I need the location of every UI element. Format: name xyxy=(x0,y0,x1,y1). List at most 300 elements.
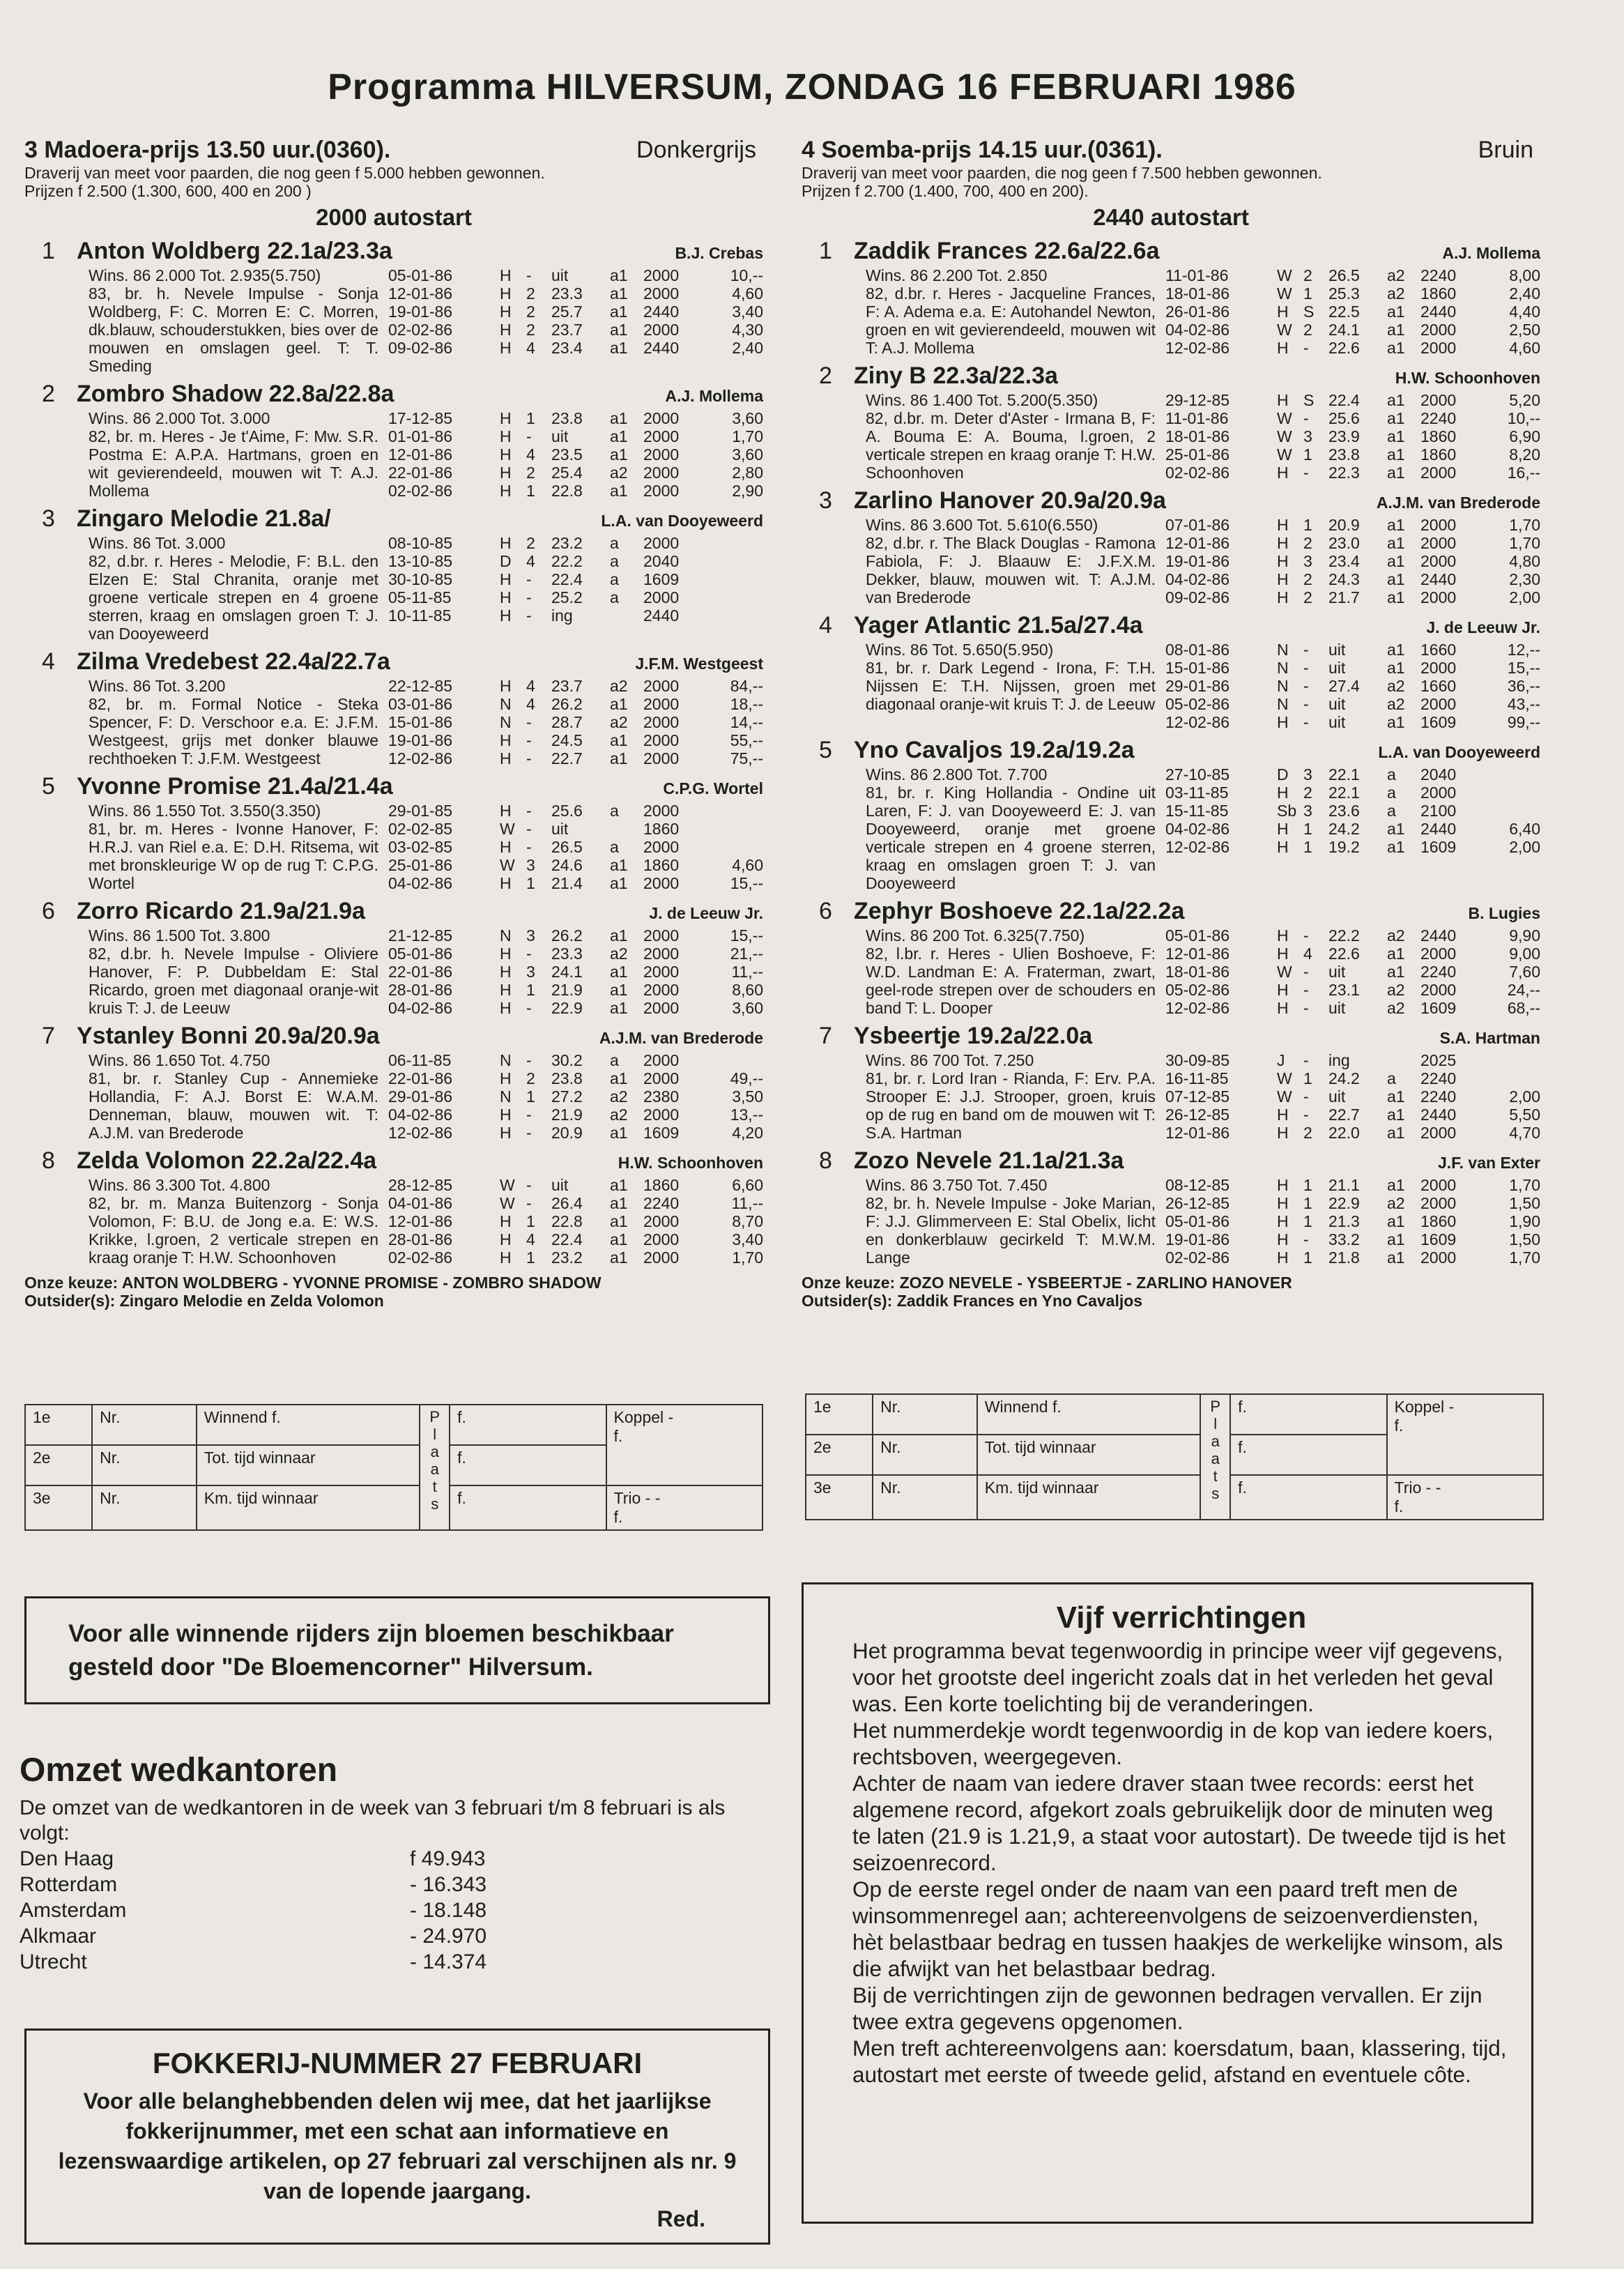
result-odds: 8,70 xyxy=(732,1212,763,1230)
race-title: 4 Soemba-prijs 14.15 uur.(0361). xyxy=(802,137,1163,163)
result-start: a2 xyxy=(610,1106,628,1124)
horse-number: 5 xyxy=(42,773,55,800)
result-time: 23.0 xyxy=(1328,534,1360,552)
horse-entry xyxy=(802,898,1540,1017)
result-place: - xyxy=(526,570,532,588)
horse-info xyxy=(866,266,1165,357)
result-odds xyxy=(1485,802,1540,820)
result-odds: 1,70 xyxy=(1509,516,1540,534)
horse-info xyxy=(866,641,1165,731)
horse-description: 82, br. h. Nevele Impulse - Joke Marian, F: J.J. Glimmerveen E: Stal Obelix, licht en donkerblauw gecirkeld T: M.W.M. Lange xyxy=(866,1194,1156,1267)
result-row xyxy=(1165,926,1540,945)
result-odds xyxy=(707,552,763,570)
result-distance: 2000 xyxy=(643,445,680,464)
result-row xyxy=(388,926,763,945)
koppel-trio xyxy=(1387,1394,1543,1475)
horse-info xyxy=(89,677,388,767)
race-prizes: Prijzen f 2.500 (1.300, 600, 400 en 200 ) xyxy=(24,182,312,200)
result-place: 1 xyxy=(526,981,535,999)
result-time: 23.4 xyxy=(551,339,583,357)
result-odds: 4,40 xyxy=(1509,303,1540,321)
result-track: H xyxy=(500,321,512,339)
horse-body xyxy=(802,516,1540,606)
result-start: a xyxy=(610,588,619,606)
horse-number: 2 xyxy=(42,381,55,407)
result-date: 12-02-86 xyxy=(388,749,453,767)
result-place: - xyxy=(1303,677,1309,695)
result-place: 1 xyxy=(526,1087,535,1106)
result-time: 21.9 xyxy=(551,981,583,999)
result-row xyxy=(388,427,763,445)
result-track: N xyxy=(1277,659,1289,677)
horse-header xyxy=(802,487,1540,516)
result-track: H xyxy=(1277,1194,1289,1212)
horse-description: 82, br. m. Manza Buitenzorg - Sonja Volomon, F: B.U. de Jong e.a. E: W.S. Krikke, l.groen, 2 verticale strepen en kraag oranje T: H.W. Schoonhoven xyxy=(89,1194,378,1267)
result-row xyxy=(388,963,763,981)
result-place: - xyxy=(1303,1051,1309,1069)
result-date: 06-11-85 xyxy=(388,1051,452,1069)
result-date: 05-01-86 xyxy=(388,266,453,284)
result-odds: 4,80 xyxy=(1509,552,1540,570)
horse-trainer: L.A. van Dooyeweerd xyxy=(1378,743,1540,761)
result-start: a1 xyxy=(610,445,628,464)
result-place: - xyxy=(526,713,532,731)
result-distance: 2000 xyxy=(643,1051,680,1069)
result-start: a2 xyxy=(610,464,628,482)
result-start: a1 xyxy=(1387,1106,1405,1124)
our-choice: Onze keuze: ZOZO NEVELE - YSBEERTJE - ZARLINO HANOVER xyxy=(802,1274,1292,1292)
result-row xyxy=(388,1248,763,1267)
result-distance: 2000 xyxy=(643,802,680,820)
result-distance: 2000 xyxy=(1420,534,1457,552)
result-row xyxy=(1165,695,1540,713)
result-row xyxy=(1165,1230,1540,1248)
horse-results xyxy=(1165,641,1540,731)
result-odds: 1,70 xyxy=(1509,534,1540,552)
number-label: Nr. xyxy=(873,1394,977,1435)
horse-header xyxy=(24,898,763,926)
result-date: 19-01-86 xyxy=(388,303,453,321)
omzet-city: Alkmaar xyxy=(20,1925,97,1948)
result-row xyxy=(388,482,763,500)
horse-body xyxy=(802,926,1540,1017)
result-track: H xyxy=(1277,1212,1289,1230)
result-row xyxy=(388,321,763,339)
result-row xyxy=(388,1194,763,1212)
result-odds: 2,00 xyxy=(1509,838,1540,856)
result-row xyxy=(388,1230,763,1248)
horse-description: 82, d.br. m. Deter d'Aster - Irmana B, F: A. Bouma E: A. Bouma, l.groen, 2 verticale strepen en kraag oranje T: H.W. Schoonhoven xyxy=(866,409,1156,482)
winner-label: Km. tijd winnaar xyxy=(197,1485,420,1530)
result-date: 19-01-86 xyxy=(1165,1230,1230,1248)
result-distance: 2240 xyxy=(1420,1069,1457,1087)
result-date: 05-01-86 xyxy=(1165,1212,1230,1230)
race-header xyxy=(802,136,1540,164)
result-distance: 1609 xyxy=(1420,838,1457,856)
result-start: a1 xyxy=(1387,1212,1405,1230)
result-time: 26.5 xyxy=(551,838,583,856)
result-date: 08-10-85 xyxy=(388,534,453,552)
horse-body xyxy=(24,1051,763,1142)
result-row xyxy=(1165,1212,1540,1230)
result-date: 02-02-86 xyxy=(388,321,453,339)
result-time: 22.8 xyxy=(551,482,583,500)
horse-name: Zombro Shadow 22.8a/22.8a xyxy=(77,381,394,407)
result-table-row xyxy=(25,1405,763,1445)
result-time: 24.1 xyxy=(1328,321,1360,339)
result-odds: 68,-- xyxy=(1507,999,1540,1017)
horse-trainer: A.J. Mollema xyxy=(1442,244,1540,262)
result-place: 1 xyxy=(526,482,535,500)
horse-entry xyxy=(802,612,1540,731)
result-track: H xyxy=(500,945,512,963)
result-track: H xyxy=(1277,926,1289,945)
horse-results xyxy=(1165,516,1540,606)
horse-trainer: J.F. van Exter xyxy=(1437,1154,1540,1172)
result-row xyxy=(1165,534,1540,552)
result-date: 12-01-86 xyxy=(1165,1124,1230,1142)
result-track: H xyxy=(500,1106,512,1124)
result-date: 29-01-85 xyxy=(388,802,453,820)
koppel-trio xyxy=(606,1405,763,1485)
result-odds: 2,00 xyxy=(1509,588,1540,606)
result-start: a2 xyxy=(1387,926,1405,945)
result-place: 4 xyxy=(526,1230,535,1248)
result-distance: 2000 xyxy=(643,731,680,749)
result-row xyxy=(1165,588,1540,606)
horse-results xyxy=(388,926,763,1017)
horse-description: 82, d.br. r. Heres - Jacqueline Frances, F: A. Adema e.a. E: Autohandel Newton, groen en wit gevierendeeld, mouwen wit T: A.J. Mollema xyxy=(866,284,1156,357)
number-label: Nr. xyxy=(873,1475,977,1520)
result-track: H xyxy=(1277,534,1289,552)
koppel-amount: f. xyxy=(613,1427,623,1445)
result-start: a1 xyxy=(1387,552,1405,570)
horse-trainer: A.J. Mollema xyxy=(665,387,763,405)
result-odds: 2,30 xyxy=(1509,570,1540,588)
result-start: a xyxy=(1387,784,1396,802)
result-track: W xyxy=(1277,266,1292,284)
result-track: H xyxy=(500,981,512,999)
result-date: 05-11-85 xyxy=(388,588,452,606)
result-start: a1 xyxy=(1387,641,1405,659)
horse-trainer: J. de Leeuw Jr. xyxy=(1426,618,1540,636)
horse-results xyxy=(1165,1051,1540,1142)
result-distance: 2000 xyxy=(643,695,680,713)
result-track: N xyxy=(500,1051,512,1069)
result-row xyxy=(388,1106,763,1124)
result-date: 11-01-86 xyxy=(1165,266,1229,284)
result-odds: 8,60 xyxy=(732,981,763,999)
horse-trainer: J. de Leeuw Jr. xyxy=(649,904,763,922)
result-odds: 10,-- xyxy=(1507,409,1540,427)
horse-results xyxy=(1165,926,1540,1017)
omzet-row xyxy=(20,1872,772,1897)
result-distance: 2240 xyxy=(1420,266,1457,284)
result-date: 12-02-86 xyxy=(1165,999,1230,1017)
result-track: H xyxy=(500,1069,512,1087)
result-place: 3 xyxy=(526,926,535,945)
omzet-list xyxy=(20,1846,772,1975)
result-track: H xyxy=(500,1248,512,1267)
result-place: 4 xyxy=(526,677,535,695)
result-start: a xyxy=(1387,802,1396,820)
vijf-paragraph: Bij de verrichtingen zijn de gewonnen bedragen vervallen. Er zijn twee extra gegevens opgenomen. xyxy=(852,1982,1483,2034)
result-distance: 2440 xyxy=(1420,1106,1457,1124)
result-row xyxy=(388,552,763,570)
result-odds: 1,70 xyxy=(1509,1176,1540,1194)
result-start: a1 xyxy=(1387,945,1405,963)
horse-name: Zephyr Boshoeve 22.1a/22.2a xyxy=(854,898,1185,924)
horse-entry xyxy=(24,1147,763,1267)
result-track: H xyxy=(1277,1176,1289,1194)
result-odds xyxy=(707,802,763,820)
result-start: a1 xyxy=(1387,1230,1405,1248)
horse-trainer: A.J.M. van Brederode xyxy=(1376,494,1540,512)
result-track: H xyxy=(1277,820,1289,838)
result-row xyxy=(1165,981,1540,999)
result-date: 12-02-86 xyxy=(1165,713,1230,731)
horse-entry xyxy=(24,773,763,892)
result-odds: 84,-- xyxy=(730,677,763,695)
result-track: H xyxy=(1277,838,1289,856)
result-distance: 2025 xyxy=(1420,1051,1457,1069)
result-odds: 13,-- xyxy=(730,1106,763,1124)
result-place: 3 xyxy=(1303,765,1312,784)
place-label: 1e xyxy=(806,1394,873,1435)
place-label: 2e xyxy=(25,1445,92,1485)
result-place: 2 xyxy=(1303,266,1312,284)
result-distance: 1609 xyxy=(643,570,680,588)
result-start: a xyxy=(610,570,619,588)
result-date: 25-01-86 xyxy=(1165,445,1230,464)
result-time: 23.3 xyxy=(551,284,583,303)
result-table-row xyxy=(25,1485,763,1530)
result-row xyxy=(388,1069,763,1087)
koppel-trio-label: Trio - - xyxy=(1394,1479,1441,1497)
result-date: 02-02-85 xyxy=(388,820,453,838)
fokkerij-box xyxy=(24,2029,770,2245)
result-start: a1 xyxy=(610,963,628,981)
horse-body xyxy=(802,266,1540,357)
result-odds: 2,90 xyxy=(732,482,763,500)
horse-number: 3 xyxy=(819,487,832,514)
bloemen-text: Voor alle winnende rijders zijn bloemen beschikbaar gesteld door "De Bloemencorner" Hilversum. xyxy=(68,1619,674,1681)
result-distance: 2440 xyxy=(1420,570,1457,588)
result-date: 08-12-85 xyxy=(1165,1176,1230,1194)
horse-info xyxy=(89,802,388,892)
result-date: 29-01-86 xyxy=(1165,677,1230,695)
result-distance: 2240 xyxy=(1420,1087,1457,1106)
result-distance: 1609 xyxy=(1420,1230,1457,1248)
result-distance: 2040 xyxy=(643,552,680,570)
result-row xyxy=(1165,838,1540,856)
result-place: 2 xyxy=(526,284,535,303)
result-distance: 2000 xyxy=(1420,1194,1457,1212)
horse-results xyxy=(388,1176,763,1267)
result-odds: 4,60 xyxy=(732,856,763,874)
result-date: 02-02-86 xyxy=(388,482,453,500)
result-date: 13-10-85 xyxy=(388,552,453,570)
result-distance: 2000 xyxy=(643,1069,680,1087)
result-odds: 15,-- xyxy=(1507,659,1540,677)
result-odds: 3,50 xyxy=(732,1087,763,1106)
result-track: H xyxy=(1277,570,1289,588)
result-date: 18-01-86 xyxy=(1165,963,1230,981)
result-place: - xyxy=(526,838,532,856)
result-date: 04-02-86 xyxy=(388,999,453,1017)
result-date: 08-01-86 xyxy=(1165,641,1230,659)
result-start: a1 xyxy=(1387,963,1405,981)
result-odds: 4,70 xyxy=(1509,1124,1540,1142)
omzet-city: Rotterdam xyxy=(20,1873,118,1896)
horse-wins: Wins. 86 2.800 Tot. 7.700 xyxy=(866,765,1048,784)
result-distance: 1860 xyxy=(1420,427,1457,445)
result-start: a1 xyxy=(1387,570,1405,588)
result-date: 02-02-86 xyxy=(388,1248,453,1267)
result-distance: 2240 xyxy=(643,1194,680,1212)
result-place: - xyxy=(526,731,532,749)
result-date: 21-12-85 xyxy=(388,926,453,945)
result-time: 22.6 xyxy=(1328,945,1360,963)
horse-number: 6 xyxy=(42,898,55,924)
result-date: 19-01-86 xyxy=(388,731,453,749)
result-row xyxy=(388,838,763,856)
result-place: - xyxy=(1303,1087,1309,1106)
result-date: 01-01-86 xyxy=(388,427,453,445)
result-track: H xyxy=(500,1230,512,1248)
horse-results xyxy=(388,534,763,643)
result-distance: 1660 xyxy=(1420,641,1457,659)
result-row xyxy=(1165,677,1540,695)
result-track: W xyxy=(1277,321,1292,339)
result-track: W xyxy=(500,820,515,838)
result-distance: 2000 xyxy=(1420,1176,1457,1194)
horse-body xyxy=(802,765,1540,892)
result-date: 07-12-85 xyxy=(1165,1087,1230,1106)
horse-name: Zorro Ricardo 21.9a/21.9a xyxy=(77,898,365,924)
koppel-trio-label: Trio - - xyxy=(613,1489,661,1507)
result-time: 24.2 xyxy=(1328,1069,1360,1087)
horse-description: 81, br. r. King Hollandia - Ondine uit Laren, F: J. van Dooyeweerd E: J. van Dooyeweerd, oranje met groene verticale strepen en 4 groene sterren, kraag en omslagen groen T: J. van Dooyeweerd xyxy=(866,784,1156,892)
result-row xyxy=(388,588,763,606)
result-row xyxy=(1165,784,1540,802)
result-place: - xyxy=(526,1051,532,1069)
race-column-left xyxy=(24,136,763,1310)
result-distance: 2000 xyxy=(1420,464,1457,482)
horse-info xyxy=(89,409,388,500)
plaats-amount: f. xyxy=(1230,1435,1386,1475)
horse-body xyxy=(24,534,763,643)
result-date: 15-11-85 xyxy=(1165,802,1229,820)
horse-info xyxy=(866,391,1165,482)
result-row xyxy=(1165,552,1540,570)
horse-body xyxy=(802,1051,1540,1142)
result-odds: 10,-- xyxy=(730,266,763,284)
result-time: 22.4 xyxy=(551,570,583,588)
result-track: D xyxy=(1277,765,1289,784)
result-start: a1 xyxy=(1387,820,1405,838)
result-place: 4 xyxy=(1303,945,1312,963)
result-row xyxy=(1165,427,1540,445)
result-time: 22.8 xyxy=(551,1212,583,1230)
result-track: H xyxy=(500,409,512,427)
result-place: - xyxy=(526,1106,532,1124)
horse-results xyxy=(388,802,763,892)
result-place: - xyxy=(526,427,532,445)
result-distance: 2000 xyxy=(1420,1248,1457,1267)
result-distance: 2000 xyxy=(643,1230,680,1248)
result-odds: 6,90 xyxy=(1509,427,1540,445)
result-row xyxy=(388,981,763,999)
result-place: - xyxy=(1303,695,1309,713)
horse-header xyxy=(802,1023,1540,1051)
result-track: W xyxy=(1277,1069,1292,1087)
horse-entry xyxy=(802,737,1540,892)
horse-number: 3 xyxy=(42,505,55,532)
horse-wins: Wins. 86 1.400 Tot. 5.200(5.350) xyxy=(866,391,1098,409)
horse-name: Zozo Nevele 21.1a/21.3a xyxy=(854,1147,1124,1174)
result-date: 18-01-86 xyxy=(1165,284,1230,303)
result-odds: 7,60 xyxy=(1509,963,1540,981)
result-start: a xyxy=(610,838,619,856)
result-place: - xyxy=(526,999,532,1017)
result-track: W xyxy=(1277,284,1292,303)
result-row xyxy=(388,945,763,963)
result-distance: 2440 xyxy=(1420,303,1457,321)
result-place: S xyxy=(1303,303,1315,321)
result-time: 23.2 xyxy=(551,1248,583,1267)
result-start: a2 xyxy=(1387,1194,1405,1212)
result-start: a1 xyxy=(1387,321,1405,339)
horse-body xyxy=(24,1176,763,1267)
result-track: H xyxy=(500,999,512,1017)
result-track: H xyxy=(1277,1230,1289,1248)
vijf-verrichtingen-box xyxy=(802,1582,1533,2224)
horse-wins: Wins. 86 Tot. 3.200 xyxy=(89,677,226,695)
result-place: 2 xyxy=(526,303,535,321)
race-header xyxy=(24,136,763,164)
result-track: Sb xyxy=(1277,802,1297,820)
result-distance: 2240 xyxy=(1420,963,1457,981)
result-start: a1 xyxy=(610,981,628,999)
result-odds: 2,40 xyxy=(1509,284,1540,303)
result-odds xyxy=(707,534,763,552)
result-row xyxy=(388,1051,763,1069)
result-date: 22-01-86 xyxy=(388,1069,453,1087)
result-start: a xyxy=(610,802,619,820)
result-track: H xyxy=(500,303,512,321)
result-distance: 2000 xyxy=(643,284,680,303)
result-place: - xyxy=(526,820,532,838)
horse-description: 82, d.br. r. Heres - Melodie, F: B.L. den Elzen E: Stal Chranita, oranje met groene verticale strepen en 4 groene sterren, kraag en omslagen groen T: J. van Dooyeweerd xyxy=(89,552,378,643)
result-odds xyxy=(1485,765,1540,784)
horse-wins: Wins. 86 1.550 Tot. 3.550(3.350) xyxy=(89,802,321,820)
result-track: H xyxy=(1277,1248,1289,1267)
result-track: H xyxy=(500,606,512,625)
result-start: a1 xyxy=(1387,303,1405,321)
race-title: 3 Madoera-prijs 13.50 uur.(0360). xyxy=(24,137,391,163)
result-start: a1 xyxy=(610,321,628,339)
result-place: - xyxy=(526,1176,532,1194)
result-date: 11-01-86 xyxy=(1165,409,1229,427)
omzet-intro: De omzet van de wedkantoren in de week van 3 februari t/m 8 februari is als volgt: xyxy=(20,1796,726,1844)
horse-body xyxy=(802,391,1540,482)
result-place: 2 xyxy=(1303,321,1312,339)
result-track: W xyxy=(1277,445,1292,464)
winner-label: Km. tijd winnaar xyxy=(977,1475,1201,1520)
horse-description: 82, br. m. Heres - Je t'Aime, F: Mw. S.R. Postma E: A.P.A. Hartmans, groen en wit gevierendeeld, mouwen wit T: A.J. Mollema xyxy=(89,427,378,500)
result-row xyxy=(388,856,763,874)
